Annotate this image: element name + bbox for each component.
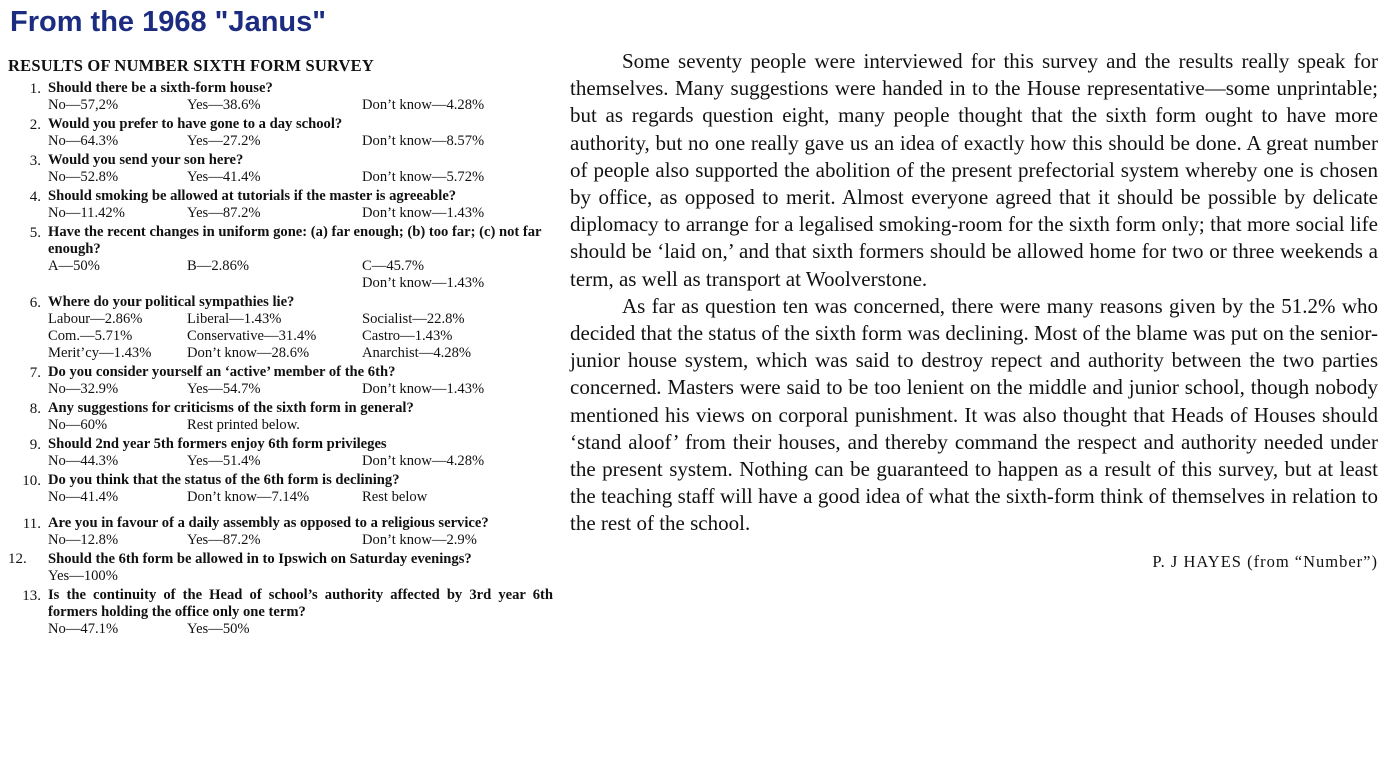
question-number: 7. xyxy=(29,365,41,381)
answer-value: Don’t know—1.43% xyxy=(362,381,485,397)
answer-row xyxy=(48,169,553,186)
answer-value: Labour—2.86% xyxy=(48,311,143,327)
answer-row xyxy=(48,258,553,275)
answer-value: Yes—100% xyxy=(48,568,118,584)
answer-value: Don’t know—5.72% xyxy=(362,169,485,185)
survey-question xyxy=(8,400,553,434)
answer-value: Rest printed below. xyxy=(187,417,300,433)
answer-value: No—41.4% xyxy=(48,489,119,505)
question-number: 1. xyxy=(29,81,41,97)
answer-row xyxy=(48,311,553,328)
survey-results-panel xyxy=(8,56,553,640)
answer-row xyxy=(48,97,553,114)
question-number: 13. xyxy=(22,588,41,604)
answer-value: Don’t know—1.43% xyxy=(362,275,485,291)
survey-question xyxy=(8,515,553,549)
answer-row xyxy=(48,453,553,470)
answer-value: Yes—54.7% xyxy=(187,381,261,397)
question-text: Have the recent changes in uniform gone: (a) far enough; (b) too far; (c) not far enough? xyxy=(48,224,542,257)
question-number: 8. xyxy=(29,401,41,417)
answer-value: Rest below xyxy=(362,489,428,505)
answer-value: Don’t know—4.28% xyxy=(362,453,485,469)
survey-question xyxy=(8,224,553,292)
question-text: Would you send your son here? xyxy=(48,152,244,168)
question-number: 4. xyxy=(29,189,41,205)
question-number: 11. xyxy=(22,516,41,532)
question-number: 5. xyxy=(29,225,41,241)
answer-row xyxy=(48,489,553,506)
answer-value: No—64.3% xyxy=(48,133,119,149)
survey-question xyxy=(8,436,553,470)
answer-row xyxy=(48,621,553,638)
answer-value: No—60% xyxy=(48,417,108,433)
question-number: 12. xyxy=(8,551,27,567)
question-text: Do you think that the status of the 6th form is declining? xyxy=(48,472,400,488)
question-number: 6. xyxy=(29,295,41,311)
answer-row xyxy=(48,381,553,398)
article-paragraph: As far as question ten was concerned, there were many reasons given by the 51.2% who decided that the status of the sixth form was declining. Most of the blame was put on the senior-junior house system, which was said to destroy repect and authority between the two parties concerned. Masters were said to be too lenient on the middle and junior school, though nobody mentioned his views on corporal punishment. It was also thought that Heads of Houses should ‘stand aloof’ from their houses, and thereby command the respect and authority needed under the present system. Nothing can be guaranteed to happen as a result of this survey, but at least the teaching staff will have a good idea of what the sixth-form think of themselves in relation to the rest of the school. xyxy=(570,293,1378,536)
answer-value: No—47.1% xyxy=(48,621,119,637)
answer-value: Yes—27.2% xyxy=(187,133,261,149)
question-text: Do you consider yourself an ‘active’ member of the 6th? xyxy=(48,364,396,380)
answer-value: Merit’cy—1.43% xyxy=(48,345,152,361)
answer-value: Liberal—1.43% xyxy=(187,311,282,327)
answer-row xyxy=(8,568,553,585)
author-signature: P. J HAYES (from “Number”) xyxy=(1152,551,1378,571)
question-text: Would you prefer to have gone to a day school? xyxy=(48,116,343,132)
survey-question xyxy=(8,294,553,362)
question-text: Is the continuity of the Head of school’s authority affected by 3rd year 6th formers holding the office only one term? xyxy=(48,587,553,620)
answer-value: Yes—87.2% xyxy=(187,532,261,548)
question-text: Any suggestions for criticisms of the sixth form in general? xyxy=(48,400,414,416)
answer-value: Castro—1.43% xyxy=(362,328,453,344)
answer-value: A—50% xyxy=(48,258,100,274)
answer-value: No—44.3% xyxy=(48,453,119,469)
answer-value: No—57,2% xyxy=(48,97,119,113)
answer-value: Anarchist—4.28% xyxy=(362,345,472,361)
answer-value: Don’t know—1.43% xyxy=(362,205,485,221)
survey-question xyxy=(8,587,553,638)
survey-question xyxy=(8,116,553,150)
answer-value: Socialist—22.8% xyxy=(362,311,465,327)
question-text: Should 2nd year 5th formers enjoy 6th form privileges xyxy=(48,436,387,452)
answer-row xyxy=(48,532,553,549)
answer-row xyxy=(48,275,553,292)
question-text: Where do your political sympathies lie? xyxy=(48,294,295,310)
answer-value: Don’t know—8.57% xyxy=(362,133,485,149)
answer-value: Yes—50% xyxy=(187,621,250,637)
question-number: 9. xyxy=(29,437,41,453)
answer-value: C—45.7% xyxy=(362,258,425,274)
article-body xyxy=(570,48,1378,575)
answer-value: Don’t know—4.28% xyxy=(362,97,485,113)
answer-value: No—12.8% xyxy=(48,532,119,548)
answer-row xyxy=(48,345,553,362)
answer-row xyxy=(48,417,553,434)
survey-title: RESULTS OF NUMBER SIXTH FORM SURVEY xyxy=(8,56,374,75)
answer-value: Conservative—31.4% xyxy=(187,328,317,344)
answer-row xyxy=(48,328,553,345)
question-text: 12. Should the 6th form be allowed in to Ipswich on Saturday evenings? xyxy=(8,551,472,567)
answer-value: Don’t know—28.6% xyxy=(187,345,310,361)
question-text: Should smoking be allowed at tutorials if the master is agreeable? xyxy=(48,188,457,204)
answer-value: Don’t know—2.9% xyxy=(362,532,477,548)
question-text: Should there be a sixth-form house? xyxy=(48,80,273,96)
answer-value: No—11.42% xyxy=(48,205,125,221)
answer-value: Yes—51.4% xyxy=(187,453,261,469)
answer-value: No—32.9% xyxy=(48,381,119,397)
answer-value: Yes—87.2% xyxy=(187,205,261,221)
answer-value: No—52.8% xyxy=(48,169,119,185)
survey-question xyxy=(8,152,553,186)
article-paragraph: Some seventy people were interviewed for this survey and the results really speak for themselves. Many suggestions were handed in to the House representative—some unprintable; but as regards question eight, many people thought that the sixth form ought to have more authority, but no one really gave us an idea of exactly how this should be done. A great number of people also supported the abolition of the present prefectorial system whereby one is chosen by office, as opposed to merit. Almost everyone agreed that it should be possible by delicate diplomacy to arrange for a legalised smoking-room for the sixth form only; that more social life should be ‘laid on,’ and that sixth formers should be allowed home for two or three weekends a term, as well as transport at Woolverstone. xyxy=(570,49,1378,291)
question-number: 2. xyxy=(29,117,41,133)
answer-value: B—2.86% xyxy=(187,258,250,274)
survey-question xyxy=(8,80,553,114)
survey-question xyxy=(8,188,553,222)
page-banner: From the 1968 "Janus" xyxy=(10,6,326,38)
answer-row xyxy=(48,133,553,150)
survey-question xyxy=(8,472,553,506)
question-number: 10. xyxy=(22,473,41,489)
answer-row xyxy=(48,205,553,222)
answer-value: Yes—41.4% xyxy=(187,169,261,185)
question-text: Are you in favour of a daily assembly as opposed to a religious service? xyxy=(48,515,489,531)
survey-question xyxy=(8,551,553,585)
answer-value: Don’t know—7.14% xyxy=(187,489,310,505)
answer-value: Com.—5.71% xyxy=(48,328,133,344)
question-number: 3. xyxy=(29,153,41,169)
answer-value: Yes—38.6% xyxy=(187,97,261,113)
survey-question xyxy=(8,364,553,398)
